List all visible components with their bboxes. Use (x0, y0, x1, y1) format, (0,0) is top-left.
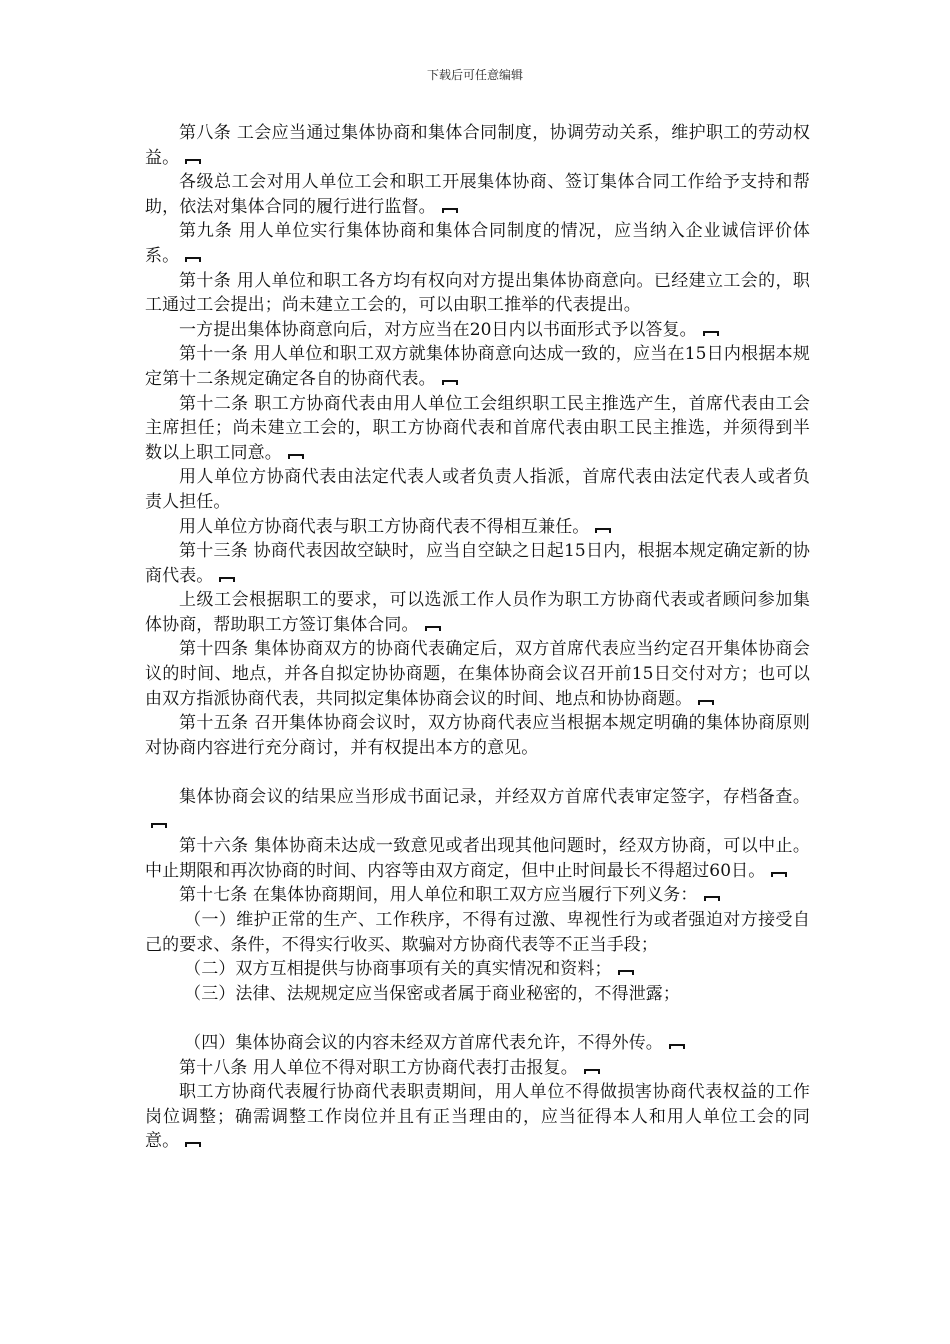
paragraph-article-17 (145, 883, 810, 908)
paragraph-text: 职工方协商代表履行协商代表职责期间，用人单位不得做损害协商代表权益的工作岗位调整；确需调整工作岗位并且有正当理由的，应当征得本人和用人单位工会的同意。 (145, 1082, 810, 1152)
paragraph-text: 第十三条 协商代表因故空缺时，应当自空缺之日起15日内，根据本规定确定新的协商代表。 (145, 541, 810, 586)
paragraph-mark-icon (185, 1139, 203, 1147)
document-body (145, 121, 810, 1154)
paragraph-mark-icon (595, 525, 613, 533)
paragraph-text: （一）维护正常的生产、工作秩序，不得有过激、卑视性行为或者强迫对方接受自己的要求、条件，不得实行收买、欺骗对方协商代表等不正当手段； (145, 910, 810, 955)
paragraph-text: 上级工会根据职工的要求，可以选派工作人员作为职工方协商代表或者顾问参加集体协商，帮助职工方签订集体合同。 (145, 590, 810, 635)
paragraph-obligation-1 (145, 908, 810, 957)
paragraph-obligation-4 (145, 1031, 810, 1056)
paragraph-article-18 (145, 1056, 810, 1081)
paragraph-superior-union (145, 588, 810, 637)
paragraph-mark-icon (219, 574, 237, 582)
paragraph-employer-representatives (145, 465, 810, 514)
paragraph-union-support (145, 170, 810, 219)
paragraph-text: 用人单位方协商代表由法定代表人或者负责人指派，首席代表由法定代表人或者负责人担任。 (145, 467, 810, 512)
paragraph-text: 第十七条 在集体协商期间，用人单位和职工双方应当履行下列义务： (179, 885, 698, 906)
paragraph-position-adjustment (145, 1080, 810, 1154)
paragraph-mark-icon (698, 697, 716, 705)
paragraph-text: 第十一条 用人单位和职工双方就集体协商意向达成一致的，应当在15日内根据本规定第十二条规定确定各自的协商代表。 (145, 344, 810, 389)
paragraph-mark-icon (151, 820, 169, 828)
paragraph-article-12 (145, 392, 810, 466)
paragraph-meeting-record (145, 785, 810, 834)
paragraph-mark-icon (185, 156, 203, 164)
paragraph-text: 一方提出集体协商意向后，对方应当在20日内以书面形式予以答复。 (179, 319, 697, 340)
paragraph-mark-icon (771, 869, 789, 877)
paragraph-no-dual-roles (145, 515, 810, 540)
paragraph-text: 第九条 用人单位实行集体协商和集体合同制度的情况，应当纳入企业诚信评价体系。 (145, 221, 810, 266)
paragraph-text: 用人单位方协商代表与职工方协商代表不得相互兼任。 (179, 516, 590, 537)
paragraph-mark-icon (425, 623, 443, 631)
paragraph-article-13 (145, 539, 810, 588)
paragraph-text: 第十条 用人单位和职工各方均有权向对方提出集体协商意向。已经建立工会的，职工通过工会提出；尚未建立工会的，可以由职工推举的代表提出。 (145, 270, 810, 316)
paragraph-text: （三）法律、法规规定应当保密或者属于商业秘密的，不得泄露； (184, 983, 680, 1004)
paragraph-reply-deadline (145, 318, 810, 343)
paragraph-mark-icon (288, 451, 306, 459)
paragraph-mark-icon (669, 1041, 687, 1049)
paragraph-text: （二）双方互相提供与协商事项有关的真实情况和资料； (184, 959, 612, 980)
paragraph-article-8 (145, 121, 810, 170)
paragraph-text: 集体协商会议的结果应当形成书面记录，并经双方首席代表审定签字，存档备查。 (179, 787, 810, 808)
paragraph-article-9 (145, 219, 810, 268)
paragraph-mark-icon (185, 254, 203, 262)
paragraph-text: 第十五条 召开集体协商会议时，双方协商代表应当根据本规定明确的集体协商原则对协商内容进行充分商讨，并有权提出本方的意见。 (145, 713, 810, 758)
paragraph-mark-icon (584, 1066, 602, 1074)
page-header-note: 下载后可任意编辑 (426, 68, 523, 82)
paragraph-mark-icon (703, 328, 721, 336)
paragraph-text: 第十二条 职工方协商代表由用人单位工会组织职工民主推选产生，首席代表由工会主席担任；尚未建立工会的，职工方协商代表和首席代表由职工民主推选，并须得到半数以上职工同意。 (145, 393, 810, 463)
paragraph-text: 第八条 工会应当通过集体协商和集体合同制度，协调劳动关系，维护职工的劳动权益。 (145, 123, 810, 168)
paragraph-mark-icon (618, 967, 636, 975)
paragraph-article-14 (145, 637, 810, 711)
paragraph-text: 各级总工会对用人单位工会和职工开展集体协商、签订集体合同工作给予支持和帮助，依法对集体合同的履行进行监督。 (145, 172, 810, 217)
paragraph-obligation-2 (145, 957, 810, 982)
paragraph-mark-icon (442, 205, 460, 213)
paragraph-text: 第十六条 集体协商未达成一致意见或者出现其他问题时，经双方协商，可以中止。中止期限和再次协商的时间、内容等由双方商定，但中止时间最长不得超过60日。 (145, 836, 810, 881)
paragraph-article-10 (145, 269, 810, 318)
paragraph-article-15 (145, 711, 810, 760)
paragraph-article-11 (145, 342, 810, 391)
paragraph-mark-icon (442, 377, 460, 385)
paragraph-text: （四）集体协商会议的内容未经双方首席代表允许，不得外传。 (184, 1032, 663, 1053)
paragraph-text: 第十八条 用人单位不得对职工方协商代表打击报复。 (179, 1057, 578, 1078)
paragraph-text: 第十四条 集体协商双方的协商代表确定后，双方首席代表应当约定召开集体协商会议的时间、地点，并各自拟定协协商题，在集体协商会议召开前15日交付对方；也可以由双方指派协商代表，共同拟定集体协商会议的时间、地点和协协商题。 (145, 639, 810, 709)
paragraph-article-16 (145, 834, 810, 883)
paragraph-obligation-3 (145, 982, 810, 1007)
paragraph-mark-icon (704, 893, 722, 901)
